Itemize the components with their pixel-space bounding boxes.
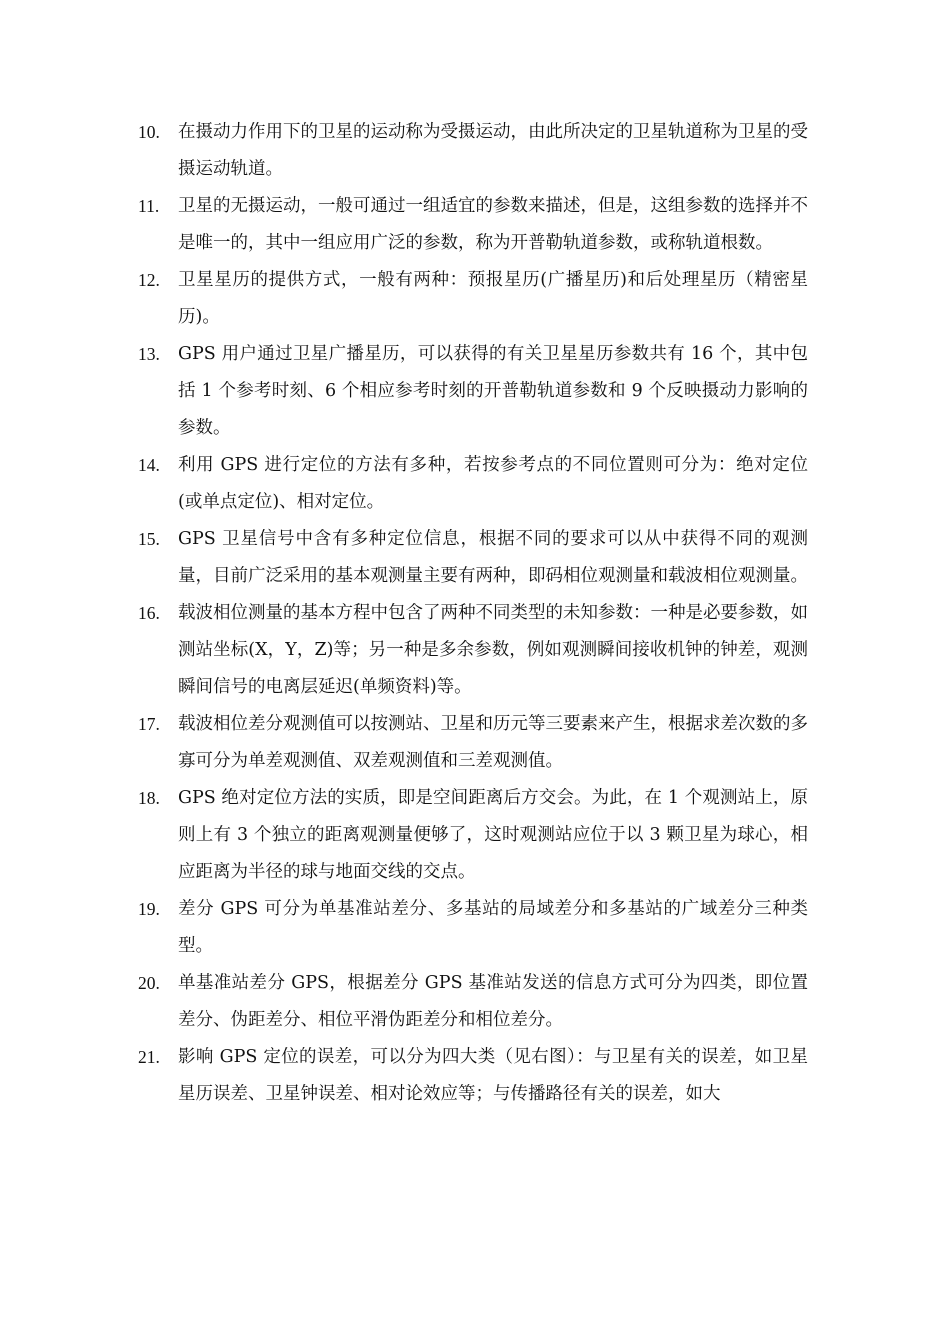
list-item xyxy=(0,891,808,965)
item-number: 15. xyxy=(138,529,160,549)
item-number: 13. xyxy=(138,344,160,364)
list-item xyxy=(0,706,808,780)
list-item xyxy=(0,188,808,262)
item-text: 卫星的无摄运动，一般可通过一组适宜的参数来描述，但是，这组参数的选择并不是唯一的，其中一组应用广泛的参数，称为开普勒轨道参数，或称轨道根数。 xyxy=(178,196,808,253)
item-number: 12. xyxy=(138,270,160,290)
item-number: 17. xyxy=(138,714,160,734)
list-item xyxy=(0,965,808,1039)
list-item xyxy=(0,1039,808,1113)
item-number: 10. xyxy=(138,122,160,142)
numbered-list xyxy=(0,114,950,1113)
item-number: 19. xyxy=(138,899,160,919)
item-text: 差分 GPS 可分为单基准站差分、多基站的局域差分和多基站的广域差分三种类型。 xyxy=(178,899,808,956)
item-text: GPS 卫星信号中含有多种定位信息，根据不同的要求可以从中获得不同的观测量，目前广泛采用的基本观测量主要有两种，即码相位观测量和载波相位观测量。 xyxy=(178,529,808,586)
item-text: GPS 用户通过卫星广播星历，可以获得的有关卫星星历参数共有 16 个，其中包括 1 个参考时刻、6 个相应参考时刻的开普勒轨道参数和 9 个反映摄动力影响的参数。 xyxy=(178,344,808,438)
list-item xyxy=(0,595,808,706)
list-item xyxy=(0,447,808,521)
item-text: 利用 GPS 进行定位的方法有多种，若按参考点的不同位置则可分为：绝对定位(或单点定位)、相对定位。 xyxy=(178,455,808,512)
item-number: 11. xyxy=(138,196,160,216)
item-text: 载波相位测量的基本方程中包含了两种不同类型的未知参数：一种是必要参数，如测站坐标(X，Y，Z)等；另一种是多余参数，例如观测瞬间接收机钟的钟差，观测瞬间信号的电离层延迟(单频资料)等。 xyxy=(178,603,808,697)
item-text: 在摄动力作用下的卫星的运动称为受摄运动，由此所决定的卫星轨道称为卫星的受摄运动轨道。 xyxy=(178,122,808,179)
list-item xyxy=(0,336,808,447)
item-text: 影响 GPS 定位的误差，可以分为四大类（见右图）：与卫星有关的误差，如卫星星历误差、卫星钟误差、相对论效应等；与传播路径有关的误差，如大 xyxy=(178,1047,808,1104)
item-number: 14. xyxy=(138,455,160,475)
item-number: 16. xyxy=(138,603,160,623)
item-text: 单基准站差分 GPS，根据差分 GPS 基准站发送的信息方式可分为四类，即位置差分、伪距差分、相位平滑伪距差分和相位差分。 xyxy=(178,973,808,1030)
item-text: 载波相位差分观测值可以按测站、卫星和历元等三要素来产生，根据求差次数的多寡可分为单差观测值、双差观测值和三差观测值。 xyxy=(178,714,808,771)
item-number: 21. xyxy=(138,1047,160,1067)
item-number: 20. xyxy=(138,973,160,993)
item-text: 卫星星历的提供方式，一般有两种：预报星历(广播星历)和后处理星历（精密星历)。 xyxy=(178,270,808,327)
list-item xyxy=(0,114,808,188)
list-item xyxy=(0,262,808,336)
list-item xyxy=(0,521,808,595)
item-text: GPS 绝对定位方法的实质，即是空间距离后方交会。为此，在 1 个观测站上，原则上有 3 个独立的距离观测量便够了，这时观测站应位于以 3 颗卫星为球心，相应距离为半径的球与地面交线的交点。 xyxy=(178,788,808,882)
list-item xyxy=(0,780,808,891)
item-number: 18. xyxy=(138,788,160,808)
